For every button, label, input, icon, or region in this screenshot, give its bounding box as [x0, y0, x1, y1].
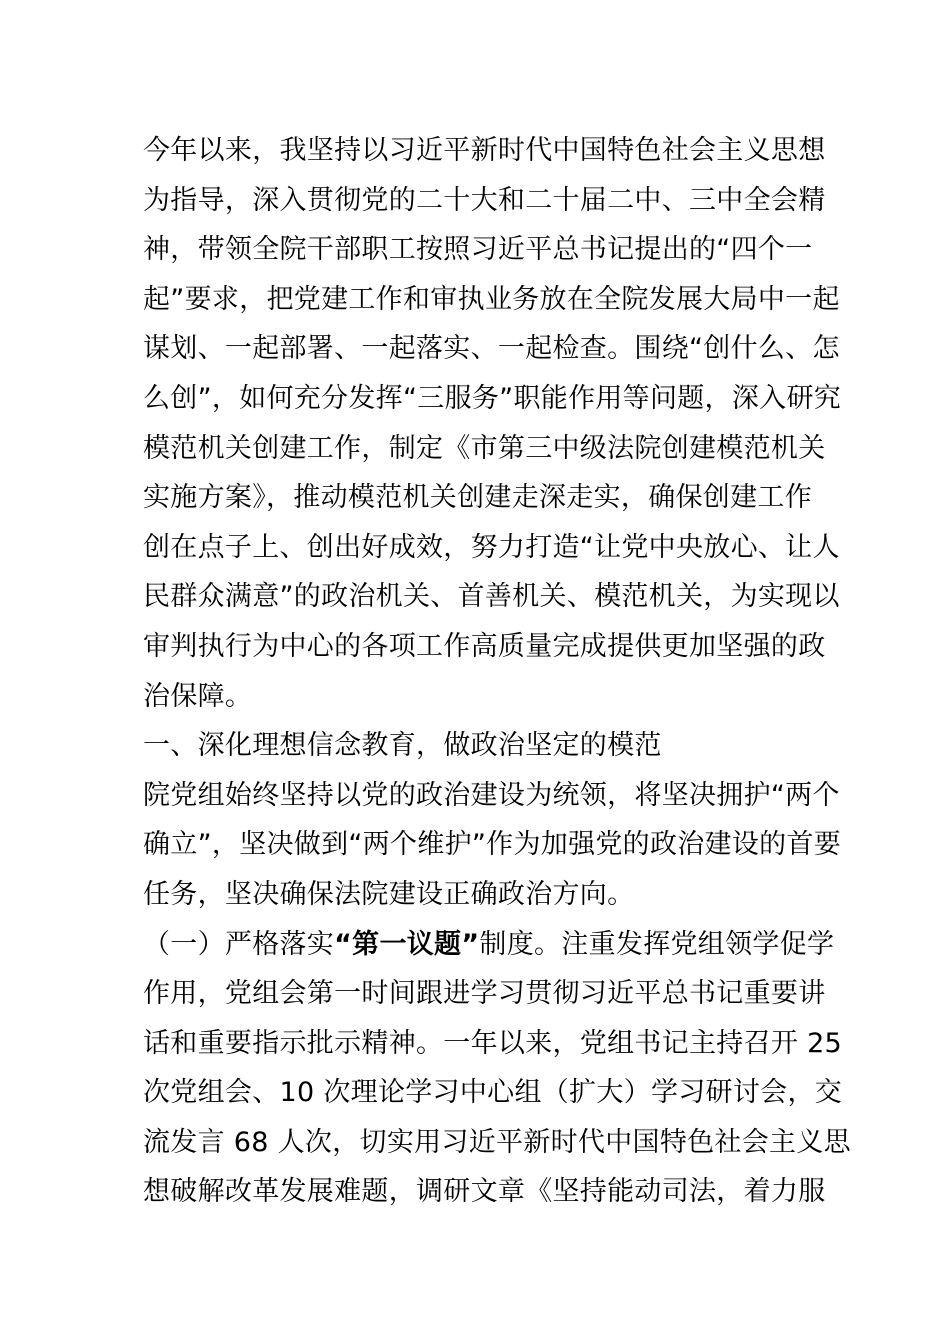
subsection-line: 话和重要指示批示精神。一年以来，党组书记主持召开 25 — [143, 1027, 843, 1059]
subsection-line: 作用，党组会第一时间跟进学习贯彻习近平总书记重要讲 — [143, 978, 826, 1010]
intro-line: 谋划、一起部署、一起落实、一起检查。围绕“创什么、怎 — [143, 333, 840, 365]
intro-line: 为指导，深入贯彻党的二十大和二十届二中、三中全会精 — [143, 184, 826, 216]
section-heading: 一、深化理想信念教育，做政治坚定的模范 — [143, 730, 662, 762]
intro-line: 模范机关创建工作，制定《市第三中级法院创建模范机关 — [143, 432, 826, 464]
subsection-line: 次党组会、10 次理论学习中心组（扩大）学习研讨会，交 — [143, 1077, 843, 1109]
document-body — [143, 126, 851, 1217]
subsection-prefix: （一）严格落实 — [143, 928, 335, 960]
intro-line: 神，带领全院干部职工按照习近平总书记提出的“四个一 — [143, 234, 813, 266]
subsection-quote: “第一议题” — [334, 928, 480, 960]
subsection-line: 流发言 68 人次，切实用习近平新时代中国特色社会主义思 — [143, 1126, 851, 1158]
subsection-line: 想破解改革发展难题，调研文章《坚持能动司法，着力服 — [143, 1176, 826, 1208]
intro-line: 实施方案》，推动模范机关创建走深走实，确保创建工作 — [143, 482, 812, 514]
section-line: 任务，坚决确保法院建设正确政治方向。 — [143, 878, 635, 910]
intro-line: 起”要求，把党建工作和审执业务放在全院发展大局中一起 — [143, 283, 840, 315]
intro-line: 治保障。 — [143, 680, 253, 712]
subsection-heading-line — [143, 920, 835, 970]
section-line: 确立”，坚决做到“两个维护”作为加强党的政治建设的首要 — [143, 829, 842, 861]
intro-line: 创在点子上、创出好成效，努力打造“让党中央放心、让人 — [143, 531, 840, 563]
intro-line: 审判执行为中心的各项工作高质量完成提供更加坚强的政 — [143, 630, 826, 662]
intro-line: 么创”，如何充分发挥“三服务”职能作用等问题，深入研究 — [143, 382, 842, 414]
intro-line: 今年以来，我坚持以习近平新时代中国特色社会主义思想 — [143, 135, 826, 166]
section-line: 院党组始终坚持以党的政治建设为统领，将坚决拥护“两个 — [143, 779, 840, 811]
intro-line: 民群众满意”的政治机关、首善机关、模范机关，为实现以 — [143, 581, 840, 613]
subsection-suffix: 制度。注重发挥党组领学促学 — [479, 928, 835, 960]
